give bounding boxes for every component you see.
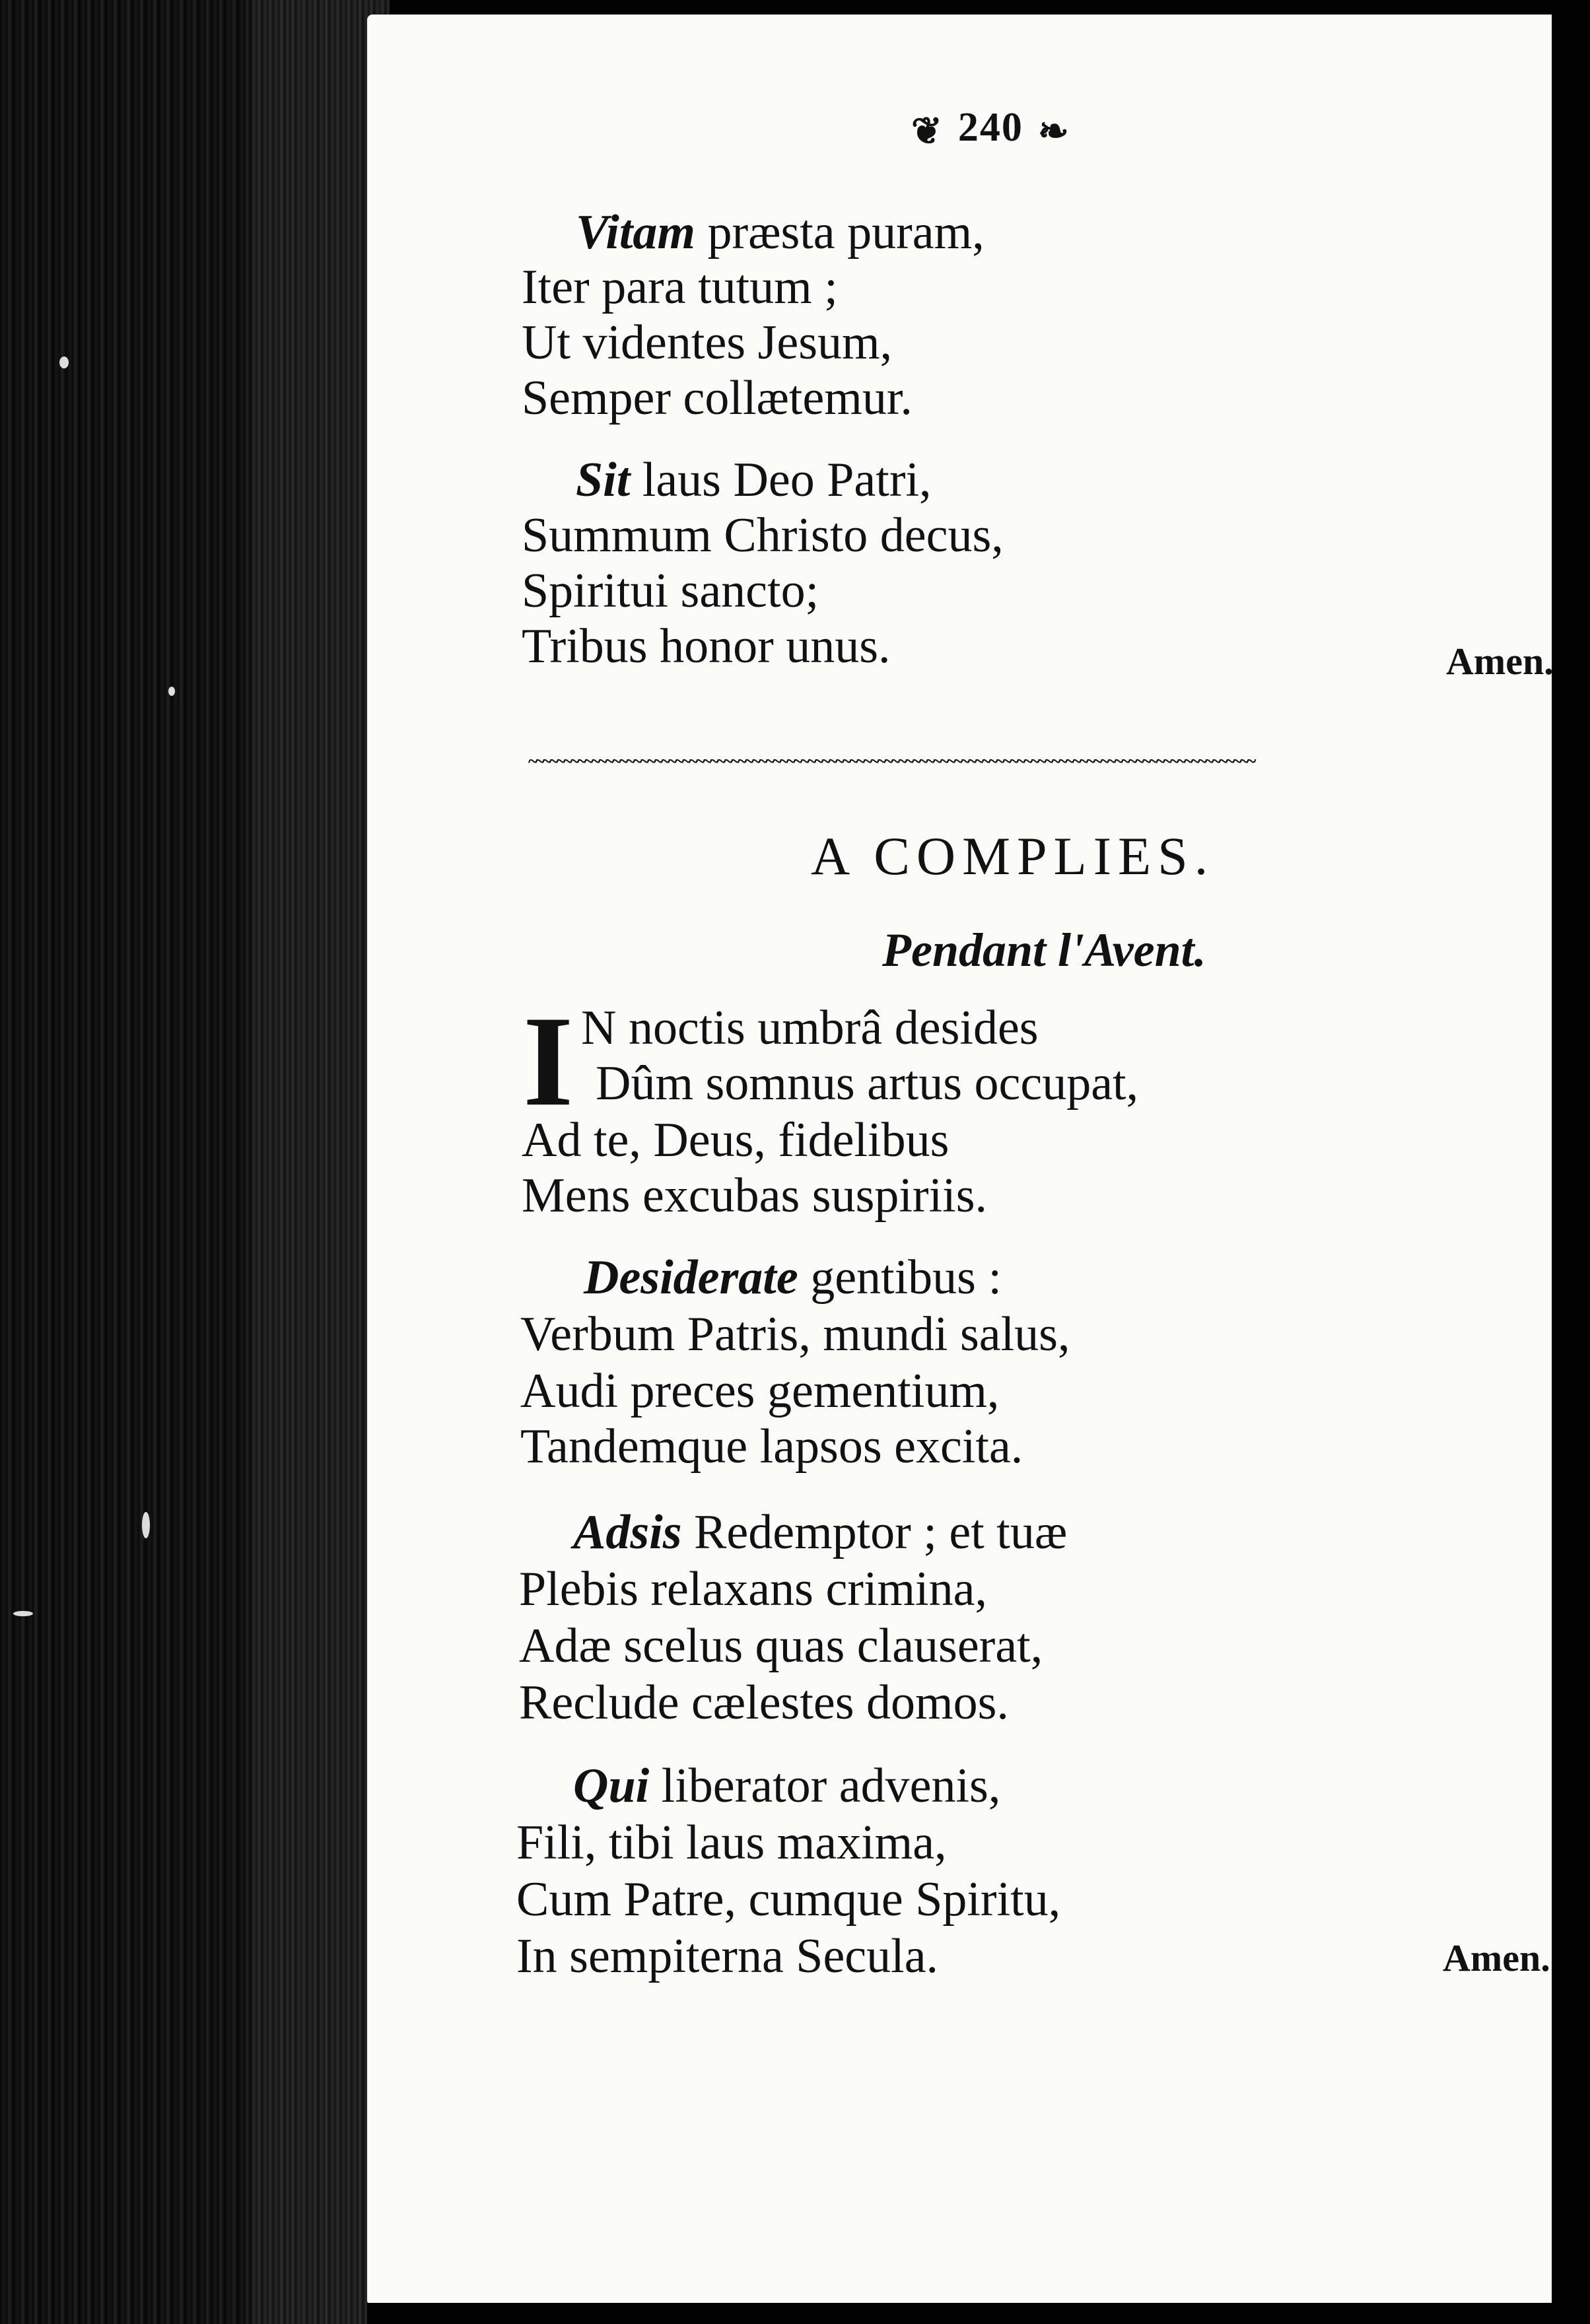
verse-line: Iter para tutum ; — [522, 260, 838, 314]
verse-line: Cum Patre, cumque Spiritu, — [516, 1872, 1061, 1927]
scan-speck — [13, 1611, 33, 1616]
verse-line: Tribus honor unus. — [522, 619, 891, 673]
amen-label: Amen. — [1446, 640, 1554, 683]
verse-line — [573, 1505, 1068, 1559]
verse-line-rest: liberator advenis, — [649, 1759, 1001, 1813]
book-spine-shadow — [0, 0, 390, 2324]
verse-first-word: Vitam — [576, 205, 695, 259]
page-number: 240 — [957, 105, 1023, 150]
verse-first-word: Adsis — [573, 1505, 682, 1559]
verse-line: Semper collætemur. — [522, 371, 913, 425]
verse-line — [584, 1250, 1002, 1305]
left-ornament-icon: ❦ — [911, 111, 944, 153]
amen-label: Amen. — [1443, 1936, 1550, 1979]
verse-line: Audi preces gementium, — [520, 1364, 1000, 1418]
verse-line: Mens excubas suspiriis. — [522, 1169, 987, 1223]
verse-line: Summum Christo decus, — [522, 508, 1004, 563]
verse-line: Adæ scelus quas clauserat, — [519, 1619, 1043, 1673]
verse-line: Spiritui sancto; — [522, 564, 819, 618]
verse-first-word: Sit — [576, 453, 631, 507]
verse-line: Ad te, Deus, fidelibus — [522, 1113, 950, 1167]
scan-speck — [142, 1512, 150, 1538]
verse-line-rest: præsta puram, — [695, 205, 985, 259]
verse-line — [573, 1759, 1001, 1813]
wavy-divider: ~~~~~~~~~~~~~~~~~~~~~~~~~~~~~~~~~~~~~~~~~~~~~~~~~~~~~~~~~~~~~~~~~~~~~~~~~~~~~~~~~~~~~~~~~~~~~~~~~~~~~~~~ — [528, 751, 1254, 769]
verse-line: Tandemque lapsos excita. — [520, 1419, 1023, 1474]
verse-line: N noctis umbrâ desides — [581, 1001, 1039, 1055]
scan-speck — [59, 357, 69, 368]
section-title: A COMPLIES. — [811, 826, 1215, 886]
verse-line: In sempiterna Secula. — [516, 1929, 939, 1983]
page-header — [911, 104, 1070, 153]
verse-line: Plebis relaxans crimina, — [519, 1562, 987, 1616]
verse-line-rest: Redemptor ; et tuæ — [681, 1505, 1068, 1559]
verse-line: Verbum Patris, mundi salus, — [520, 1307, 1070, 1361]
right-scan-edge — [1552, 0, 1590, 2324]
drop-cap: I — [523, 990, 574, 1133]
verse-line-rest: laus Deo Patri, — [630, 453, 932, 507]
verse-line — [576, 453, 932, 507]
right-ornament-icon: ❧ — [1037, 111, 1070, 153]
verse-line: Ut videntes Jesum, — [522, 316, 893, 370]
bottom-scan-edge — [367, 2303, 1590, 2324]
verse-line-rest: gentibus : — [798, 1250, 1002, 1305]
verse-line — [576, 205, 985, 259]
verse-first-word: Qui — [573, 1759, 650, 1813]
scan-speck — [168, 687, 175, 696]
verse-line: Reclude cælestes domos. — [519, 1676, 1009, 1730]
verse-line: Fili, tibi laus maxima, — [516, 1816, 947, 1870]
verse-first-word: Desiderate — [584, 1250, 798, 1305]
verse-line: Dûm somnus artus occupat, — [596, 1056, 1139, 1111]
section-subtitle: Pendant l'Avent. — [882, 924, 1206, 976]
